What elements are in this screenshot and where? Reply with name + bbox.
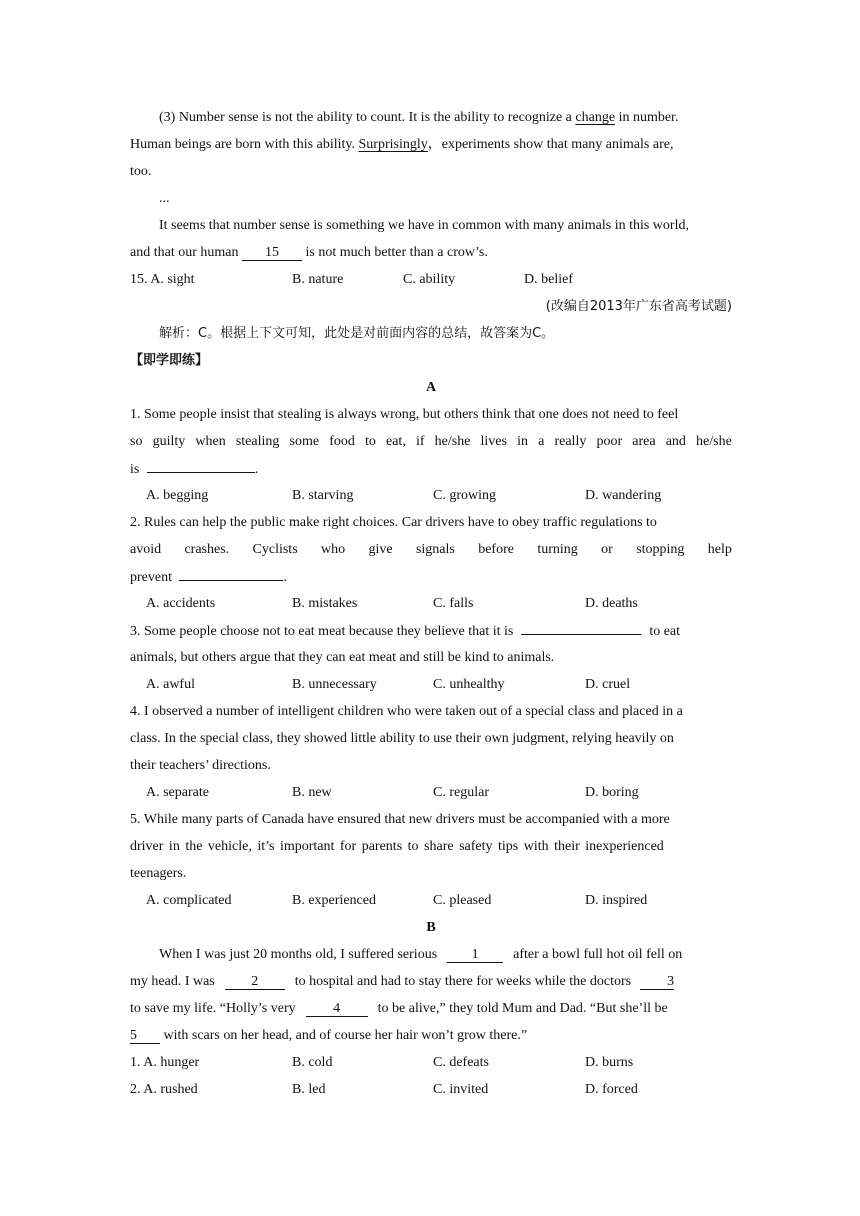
option-d: D. forced — [585, 1082, 638, 1097]
underlined-word: Surprisingly — [358, 137, 428, 152]
question-5-line: 5. While many parts of Canada have ensured that new drivers must be accompanied with a more — [130, 812, 670, 827]
practice-heading: 【即学即练】 — [130, 353, 209, 368]
example-paragraph-line: too. — [130, 164, 152, 179]
section-b-heading: B — [426, 920, 436, 935]
question-4-options — [130, 779, 732, 806]
text: with scars on her head, and of course her hair won’t grow there.” — [160, 1028, 528, 1043]
answer-blank: 1 — [447, 945, 503, 963]
option-b: B. starving — [292, 488, 354, 503]
question-5-line: teenagers. — [130, 866, 187, 881]
underlined-word: change — [575, 110, 616, 125]
section-b-question-2-options — [130, 1076, 732, 1103]
text: to eat — [649, 624, 681, 639]
question-1-line: 1. Some people insist that stealing is always wrong, but others think that one does not need to feel — [130, 407, 679, 422]
question-4-line: their teachers’ directions. — [130, 758, 271, 773]
option-b: B. new — [292, 785, 332, 800]
question-4-line: 4. I observed a number of intelligent children who were taken out of a special class and placed in a — [130, 704, 683, 719]
text: to save my life. “Holly’s very — [130, 1001, 296, 1016]
example-paragraph-line — [159, 104, 732, 131]
question-2-line-justified: avoid crashes. Cyclists who give signals before turning or stopping help — [130, 542, 732, 557]
example-paragraph-line — [130, 239, 732, 266]
option-b: B. mistakes — [292, 596, 358, 611]
option-d: D. wandering — [585, 488, 662, 503]
option-a: A. complicated — [146, 893, 232, 908]
option-b: B. nature — [292, 272, 344, 287]
text: Human beings are born with this ability. — [130, 137, 359, 152]
text: in number. — [615, 110, 679, 125]
option-c: C. ability — [403, 272, 456, 287]
option-c: C. defeats — [433, 1055, 489, 1070]
option-a: 1. A. hunger — [130, 1055, 200, 1070]
option-d: D. belief — [524, 272, 573, 287]
option-c: C. regular — [433, 785, 489, 800]
option-d: D. burns — [585, 1055, 634, 1070]
question-1-line-justified: so guilty when stealing some food to eat, if he/she lives in a really poor area and he/she — [130, 434, 732, 449]
question-2-options — [130, 590, 732, 617]
passage-b-line — [130, 968, 732, 995]
option-a: A. begging — [146, 488, 209, 503]
option-c: C. unhealthy — [433, 677, 505, 692]
answer-blank: 3 — [640, 972, 674, 990]
option-a: A. separate — [146, 785, 209, 800]
text: my head. I was — [130, 974, 215, 989]
text: 3. Some people choose not to eat meat because they believe that it is — [130, 624, 514, 639]
passage-b-line — [130, 1022, 732, 1049]
answer-blank: 4 — [306, 999, 368, 1017]
option-c: C. growing — [433, 488, 496, 503]
passage-b-line — [130, 995, 732, 1022]
source-note: (改编自2013年广东省高考试题) — [545, 299, 732, 314]
option-d: D. deaths — [585, 596, 638, 611]
text: is — [130, 462, 143, 477]
example-paragraph-line — [130, 131, 732, 158]
option-d: D. inspired — [585, 893, 648, 908]
text: after a bowl full hot oil fell on — [513, 947, 683, 962]
option-a: 15. A. sight — [130, 272, 195, 287]
question-5-line: driver in the vehicle, it’s important for parents to share safety tips with their inexperienced — [130, 839, 664, 854]
section-a-heading: A — [425, 380, 437, 395]
option-b: B. experienced — [292, 893, 376, 908]
text: and that our human — [130, 245, 242, 260]
text: ，experiments show that many animals are, — [427, 137, 674, 152]
option-d: D. boring — [585, 785, 639, 800]
option-a: A. accidents — [146, 596, 216, 611]
option-a: 2. A. rushed — [130, 1082, 198, 1097]
option-c: C. pleased — [433, 893, 492, 908]
question-4-line: class. In the special class, they showed little ability to use their own judgment, relying heavily on — [130, 731, 674, 746]
text: to be alive,” they told Mum and Dad. “But she’ll be — [377, 1001, 668, 1016]
option-d: D. cruel — [585, 677, 631, 692]
question-3-line: animals, but others argue that they can eat meat and still be kind to animals. — [130, 650, 555, 665]
question-5-options — [130, 887, 732, 914]
text: When I was just 20 months old, I suffered serious — [159, 947, 438, 962]
question-1-options — [130, 482, 732, 509]
ellipsis: ... — [159, 191, 170, 206]
option-a: A. awful — [146, 677, 195, 692]
text: (3) Number sense is not the ability to count. It is the ability to recognize a — [159, 110, 576, 125]
question-3-options — [130, 671, 732, 698]
text: to hospital and had to stay there for weeks while the doctors — [294, 974, 632, 989]
question-3-line — [130, 617, 732, 644]
answer-blank: 15 — [242, 243, 302, 261]
answer-blank: 5 — [130, 1026, 160, 1044]
text: is not much better than a crow’s. — [301, 245, 488, 260]
option-c: C. invited — [433, 1082, 489, 1097]
answer-blank — [521, 617, 641, 635]
answer-blank: 2 — [225, 972, 285, 990]
analysis-text: 解析：C。根据上下文可知，此处是对前面内容的总结，故答案为C。 — [159, 326, 555, 341]
text: prevent — [130, 570, 176, 585]
question-2-line: 2. Rules can help the public make right choices. Car drivers have to obey traffic regulations to — [130, 515, 657, 530]
option-b: B. unnecessary — [292, 677, 377, 692]
answer-blank — [147, 455, 255, 473]
answer-blank — [179, 563, 283, 581]
option-b: B. led — [292, 1082, 326, 1097]
option-c: C. falls — [433, 596, 474, 611]
example-paragraph-line: It seems that number sense is something we have in common with many animals in this world, — [159, 218, 689, 233]
passage-b-line — [159, 941, 732, 968]
question-2-line — [130, 563, 732, 590]
section-b-question-1-options — [130, 1049, 732, 1076]
example-options-row — [130, 266, 732, 293]
text: . — [283, 570, 287, 585]
question-1-line — [130, 455, 732, 482]
text: . — [254, 462, 259, 477]
option-b: B. cold — [292, 1055, 333, 1070]
